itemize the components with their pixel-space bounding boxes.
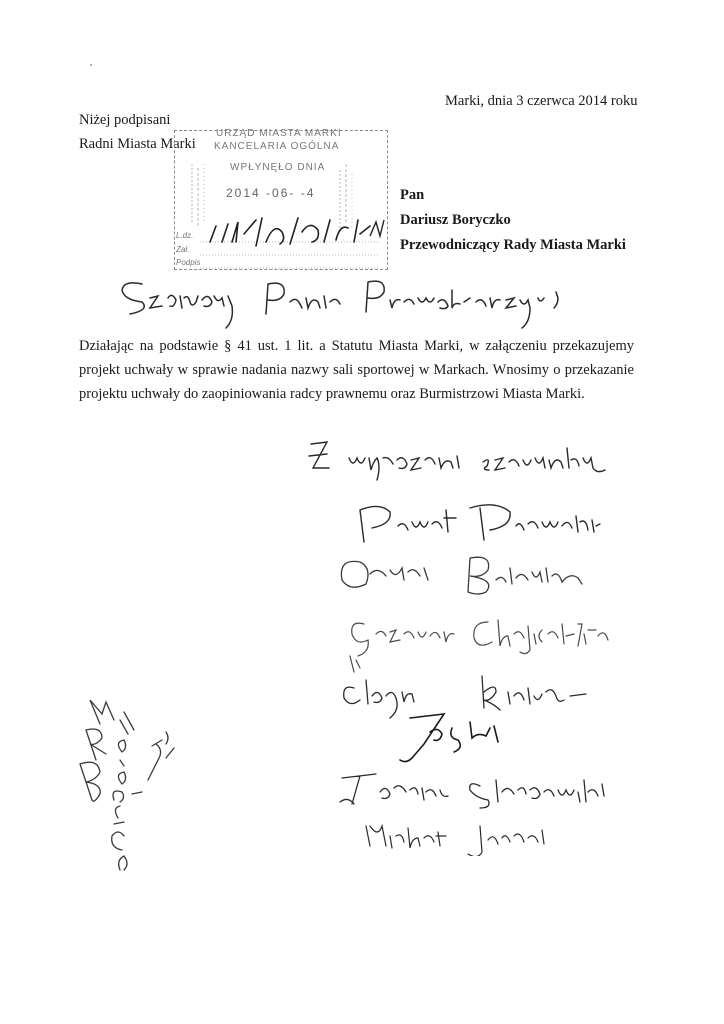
signature-2 [341, 557, 582, 594]
sender-line-2: Radni Miasta Marki [79, 136, 196, 152]
stamp-office: URZĄD MIASTA MARKI [216, 128, 342, 139]
addressee-position: Przewodniczący Rady Miasta Marki [400, 237, 626, 253]
signature-1 [360, 505, 600, 542]
body-paragraph: Działając na podstawie § 41 ust. 1 lit. a Statutu Miasta Marki, w załączeniu przekazujemy projekt uchwały w sprawie nadania nazwy sali sportowej w Markach. Wnosimy o przekazanie projektu uchwały do zaopiniowania radcy prawnemu oraz Burmistrzowi Miasta Marki. [79, 338, 634, 402]
signature-7 [366, 826, 544, 856]
addressee-name: Dariusz Boryczko [400, 212, 511, 228]
date-line: Marki, dnia 3 czerwca 2014 roku [445, 93, 638, 109]
handwritten-closing [305, 436, 625, 492]
signatures-block [320, 496, 620, 856]
margin-note [62, 700, 182, 880]
stamp-date: 2014 -06- -4 [226, 186, 316, 200]
handwritten-salutation [110, 262, 590, 334]
signature-4 [344, 676, 586, 718]
stamp-department: KANCELARIA OGÓLNA [214, 141, 340, 152]
stamp-field-zal: Zał. [176, 245, 190, 254]
signature-5 [400, 714, 498, 762]
incoming-stamp [170, 124, 390, 274]
signature-3 [350, 620, 608, 672]
stamp-field-podpis: Podpis [176, 258, 201, 267]
stamp-field-ldz: L.dz. [176, 231, 194, 240]
stamp-received-label: WPŁYNĘŁO DNIA [230, 162, 326, 173]
sender-line-1: Niżej podpisani [79, 112, 171, 128]
scan-speck [90, 64, 92, 66]
signature-6 [340, 774, 604, 808]
stamp-handwritten-number [170, 124, 390, 274]
addressee-title: Pan [400, 187, 425, 203]
